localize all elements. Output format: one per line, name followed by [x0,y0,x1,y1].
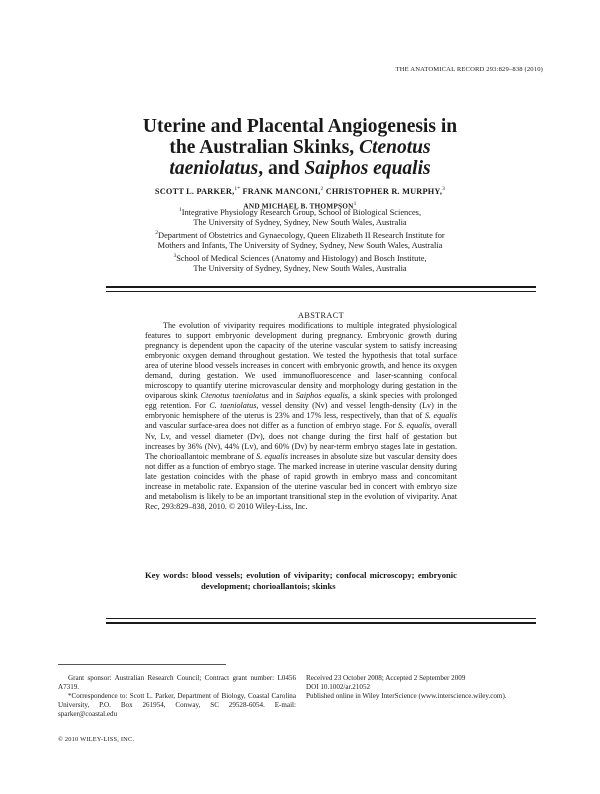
species-name: S. equalis [256,451,288,461]
abstract-text: , vessel density (Nv) and vessel length-density (Lv) in the embryonic hemisphere of the uterus is 23% and 17% less, respectively, than that of [145,401,457,421]
species-name: Ctenotus taeniolatus [200,391,269,401]
abstract-text: , overall Nv, Lv, and vessel diameter (Dv), does not change during the first half of gestation but increases by 36% (Nv), 44% (Lv), and 60% (Dv) by near-term embryo stages late in gestation. The chorioallantoic membrane of [145,421,457,461]
affil-text: The University of Sydney, Sydney, New South Wales, Australia [193,218,407,227]
divider-top-thin [106,291,536,292]
footnotes-right [306,674,542,701]
footnote-rule [58,664,226,665]
affil-text: School of Medical Sciences (Anatomy and Histology) and Bosch Institute, [176,254,427,264]
affiliation [60,228,540,251]
abstract-text: The evolution of viviparity requires modifications to multiple integrated physiological features to support embryonic development during pregnancy. Embryonic growth during pregnancy is dependent upon the capacity of the uterine vascular system to satisfy increasing embryonic oxygen demand throughout gestation. We tested the hypothesis that total surface area of uterine blood vessels increases in concert with embryonic growth, and hence its oxygen demand, during gestation. We used immunofluorescence and laser-scanning confocal microscopy to quantify uterine microvascular density and morphology during gestation in the oviparous skink [145,321,457,401]
keywords [145,570,457,591]
title-line-3 [60,158,540,179]
author-affil-mark: 1* [234,186,241,192]
author-affil-mark: 3 [442,186,446,192]
affil-mark: 2 [155,230,159,237]
abstract-text: and vascular surface-area does not differ as a function of embryo stage. For [145,421,398,431]
received-note: Received 23 October 2008; Accepted 2 September 2009 [306,674,466,682]
title-species: Saiphos equalis [304,158,431,179]
affil-text: Integrative Physiology Research Group, School of Biological Sciences, [181,207,422,217]
affiliations [60,205,540,275]
author-line-1 [60,183,540,198]
divider-top [106,286,536,288]
abstract-body [145,321,457,512]
affil-mark: 3 [173,253,177,260]
author-name: SCOTT L. PARKER, [154,186,235,196]
affil-text: Department of Obstetrics and Gynaecology, Queen Elizabeth II Research Institute for [158,231,445,240]
published-note: Published online in Wiley InterScience (www.interscience.wiley.com). [306,692,507,700]
copyright-line: © 2010 WILEY-LISS, INC. [58,736,135,743]
abstract-text: , a skink species with prolonged egg retention. For [145,391,457,411]
title-species: Ctenotus [359,137,431,158]
author-name: FRANK MANCONI, [240,186,321,196]
title-line-2 [60,137,540,158]
doi-note: DOI 10.1002/ar.21052 [306,683,371,691]
species-name: S. equalis [424,411,457,421]
author-name: AND MICHAEL B. THOMPSON [243,201,354,211]
species-name: C. taeniolatus [209,401,257,411]
title-text: the Australian Skinks, [169,137,360,158]
abstract-text: and in [268,391,296,401]
author-affil-mark: 2 [320,186,324,192]
affiliation [60,251,540,274]
affil-text: Mothers and Infants, The University of Sydney, Sydney, New South Wales, Australia [157,241,443,251]
divider-bottom-thin [106,618,536,619]
grant-note: Grant sponsor: Australian Research Council; Contract grant number: L0456 A7319. [58,674,296,691]
abstract-text: increases in absolute size but vascular density does not differ as a function of embryo stage. The marked increase in uterine vascular density during late gestation coincides with the phase of rapid growth in embryo mass and concomitant increase in metabolic rate. Expansion of the uterine vascular bed in concert with embryo size and metabolism is likely to be an important transitional step in the evolution of viviparity. Anat Rec, 293:829–838, 2010. © 2010 Wiley-Liss, Inc. [145,451,457,511]
author-name: CHRISTOPHER R. MURPHY, [323,186,443,196]
affil-text: The University of Sydney, Sydney, New South Wales, Australia [193,264,407,274]
correspondence-note: *Correspondence to: Scott L. Parker, Department of Biology, Coastal Carolina University, P.O. Box 261954, Conway, SC 29528-6054. E-mail: sparker@coastal.edu [58,692,296,718]
article-title [60,116,540,179]
species-name: Saiphos equalis [295,391,348,401]
abstract-heading: ABSTRACT [298,311,344,320]
affil-mark: 1 [178,207,182,213]
title-species: taeniolatus [169,158,259,179]
running-head: THE ANATOMICAL RECORD 293:829–838 (2010) [395,66,543,73]
footnotes-left [58,674,296,719]
title-text: , and [258,158,305,179]
species-name: S. equalis [397,421,430,431]
author-affil-mark: 1 [353,200,357,207]
affiliation [60,205,540,228]
keywords-text: blood vessels; evolution of viviparity; confocal microscopy; embryonic development; chorioallantois; skinks [188,570,457,591]
divider-bottom [106,622,536,624]
keywords-label: Key words: [145,570,189,580]
title-line-1: Uterine and Placental Angiogenesis in [142,116,458,137]
